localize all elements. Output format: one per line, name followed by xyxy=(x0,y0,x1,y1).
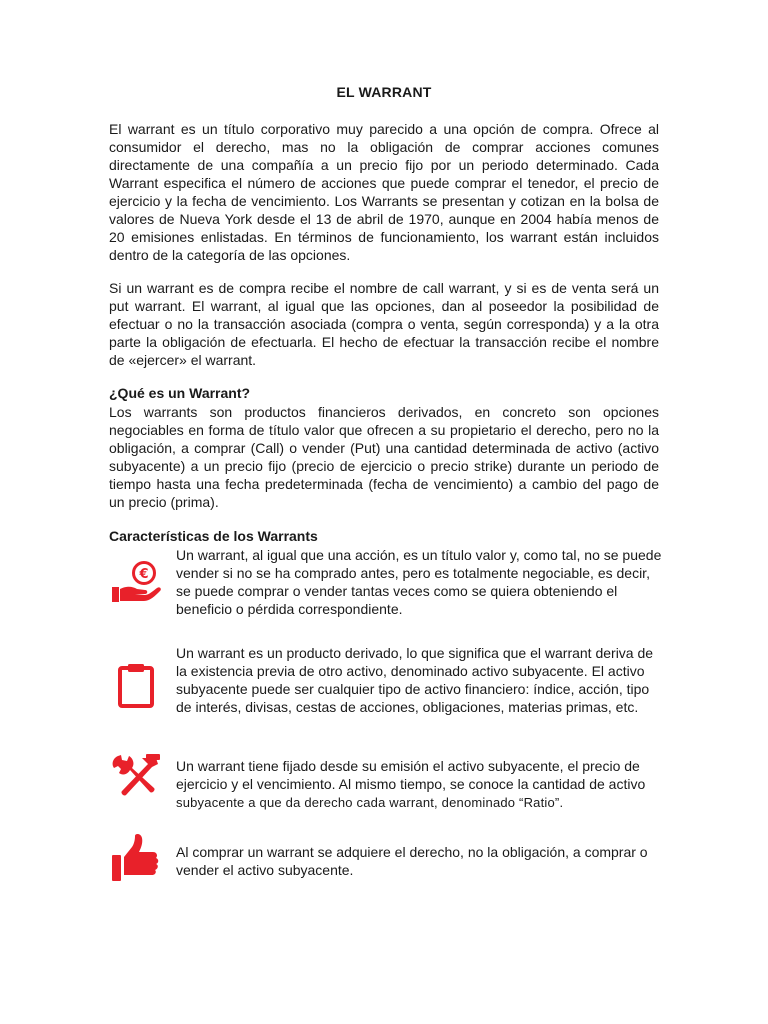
feature-text-2: Un warrant es un producto derivado, lo que significa que el warrant deriva de la existencia previa de otro activo, denominado activo subyacente. El activo subyacente puede ser cualquier tipo de activo financiero: índice, acción, tipo de interés, divisas, cestas de acciones, obligaciones, materias primas, etc. xyxy=(176,645,654,715)
thumbs-up-icon xyxy=(108,831,164,887)
feature-text-3-small: subyacente a que da derecho cada warrant, denominado “Ratio”. xyxy=(176,795,564,810)
svg-text:€: € xyxy=(139,567,149,582)
section-heading-what-is: ¿Qué es un Warrant? xyxy=(109,385,251,401)
intro-paragraph-2: Si un warrant es de compra recibe el nombre de call warrant, y si es de venta será un put warrant. El warrant, al igual que las opciones, dan al poseedor la posibilidad de efectuar o no la transacción asociada (compra o venta, según corresponda) y a la otra parte la obligación de efectuarla. El hecho de efectuar la transacción recibe el nombre de «ejercer» el warrant. xyxy=(109,280,659,368)
feature-text-3-main: Un warrant tiene fijado desde su emisión el activo subyacente, el precio de ejercicio y el vencimiento. Al mismo tiempo, se conoce la cantidad de activo xyxy=(176,758,646,792)
feature-text-1: Un warrant, al igual que una acción, es un título valor y, como tal, no se puede vender si no se ha comprado antes, pero es totalmente negociable, es decir, se puede comprar o vender tantas veces como se quiera obteniendo el beneficio o pérdida correspondiente. xyxy=(176,547,662,617)
intro-paragraph-1: El warrant es un título corporativo muy parecido a una opción de compra. Ofrece al consumidor el derecho, mas no la obligación de comprar acciones comunes directamente de una compañía a un precio fijo por un periodo determinado. Cada Warrant especifica el número de acciones que puede comprar el tenedor, el precio de ejercicio y la fecha de vencimiento. Los Warrants se presentan y cotizan en la bolsa de valores de Nueva York desde el 13 de abril de 1970, aunque en 2004 había menos de 20 emisiones enlistadas. En términos de funcionamiento, los warrant están incluidos dentro de la categoría de las opciones. xyxy=(109,121,659,263)
euro-hand-icon xyxy=(108,553,164,609)
feature-text-4: Al comprar un warrant se adquiere el derecho, no la obligación, a comprar o vender el activo subyacente. xyxy=(176,844,648,878)
document-title: EL WARRANT xyxy=(336,84,432,100)
feature-text-3 xyxy=(176,757,666,812)
clipboard-icon xyxy=(108,658,164,714)
section-body-what-is: Los warrants son productos financieros derivados, en concreto son opciones negociables en forma de título valor que ofrecen a su propietario el derecho, pero no la obligación, a comprar (Call) o vender (Put) una cantidad determinada de activo (activo subyacente) a un precio fijo (precio de ejercicio o precio strike) durante un periodo de tiempo hasta una fecha predeterminada (fecha de vencimiento) a cambio del pago de un precio (prima). xyxy=(109,404,659,510)
section-heading-features: Características de los Warrants xyxy=(109,528,318,544)
tools-icon xyxy=(108,752,164,808)
